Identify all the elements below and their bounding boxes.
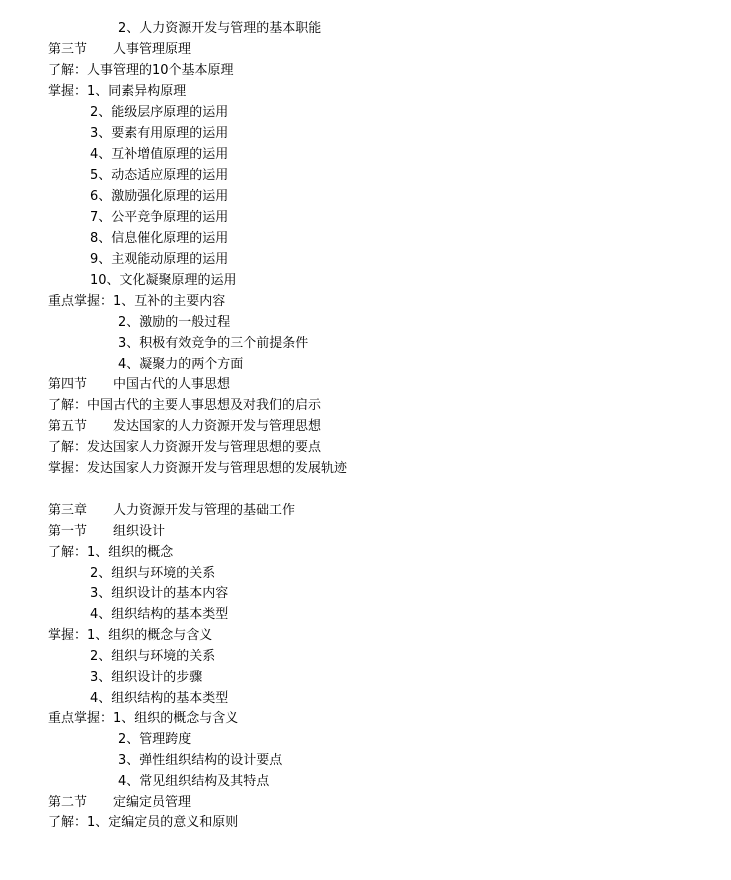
principle-item: 9、主观能动原理的运用	[90, 252, 229, 267]
understand-item: 4、组织结构的基本类型	[90, 607, 229, 622]
understand-item: 了解：1、组织的概念	[48, 545, 174, 560]
section-heading: 第一节 组织设计	[48, 524, 166, 539]
key-master-item: 重点掌握：1、组织的概念与含义	[48, 711, 239, 726]
understand-item: 2、组织与环境的关系	[90, 566, 216, 581]
master-item: 掌握：1、同素异构原理	[48, 84, 187, 99]
key-master-item: 3、积极有效竞争的三个前提条件	[118, 336, 309, 351]
key-master-item: 4、常见组织结构及其特点	[118, 774, 270, 789]
understand-item: 了解：中国古代的主要人事思想及对我们的启示	[48, 398, 322, 413]
master-item: 2、组织与环境的关系	[90, 649, 216, 664]
section-heading: 第二节 定编定员管理	[48, 795, 192, 810]
understand-item: 了解：发达国家人力资源开发与管理思想的要点	[48, 440, 322, 455]
section-heading: 第三节 人事管理原理	[48, 42, 192, 57]
section-heading: 第四节 中国古代的人事思想	[48, 377, 231, 392]
chapter-heading: 第三章 人力资源开发与管理的基础工作	[48, 503, 296, 518]
key-master-item: 4、凝聚力的两个方面	[118, 357, 244, 372]
principle-item: 3、要素有用原理的运用	[90, 126, 229, 141]
key-master-item: 3、弹性组织结构的设计要点	[118, 753, 283, 768]
understand-item: 3、组织设计的基本内容	[90, 586, 229, 601]
master-item: 掌握：发达国家人力资源开发与管理思想的发展轨迹	[48, 461, 348, 476]
key-master-item: 2、激励的一般过程	[118, 315, 231, 330]
principle-item: 10、文化凝聚原理的运用	[90, 273, 237, 288]
principle-item: 5、动态适应原理的运用	[90, 168, 229, 183]
master-item: 3、组织设计的步骤	[90, 670, 203, 685]
key-master-item: 2、管理跨度	[118, 732, 192, 747]
section-heading: 第五节 发达国家的人力资源开发与管理思想	[48, 419, 322, 434]
key-master-item: 重点掌握：1、互补的主要内容	[48, 294, 226, 309]
principle-item: 4、互补增值原理的运用	[90, 147, 229, 162]
understand-item: 了解：人事管理的10个基本原理	[48, 63, 234, 78]
principle-item: 7、公平竞争原理的运用	[90, 210, 229, 225]
master-item: 掌握：1、组织的概念与含义	[48, 628, 213, 643]
principle-item: 8、信息催化原理的运用	[90, 231, 229, 246]
function-item: 2、人力资源开发与管理的基本职能	[118, 21, 322, 36]
principle-item: 6、激励强化原理的运用	[90, 189, 229, 204]
understand-item: 了解：1、定编定员的意义和原则	[48, 815, 239, 830]
principle-item: 2、能级层序原理的运用	[90, 105, 229, 120]
master-item: 4、组织结构的基本类型	[90, 691, 229, 706]
